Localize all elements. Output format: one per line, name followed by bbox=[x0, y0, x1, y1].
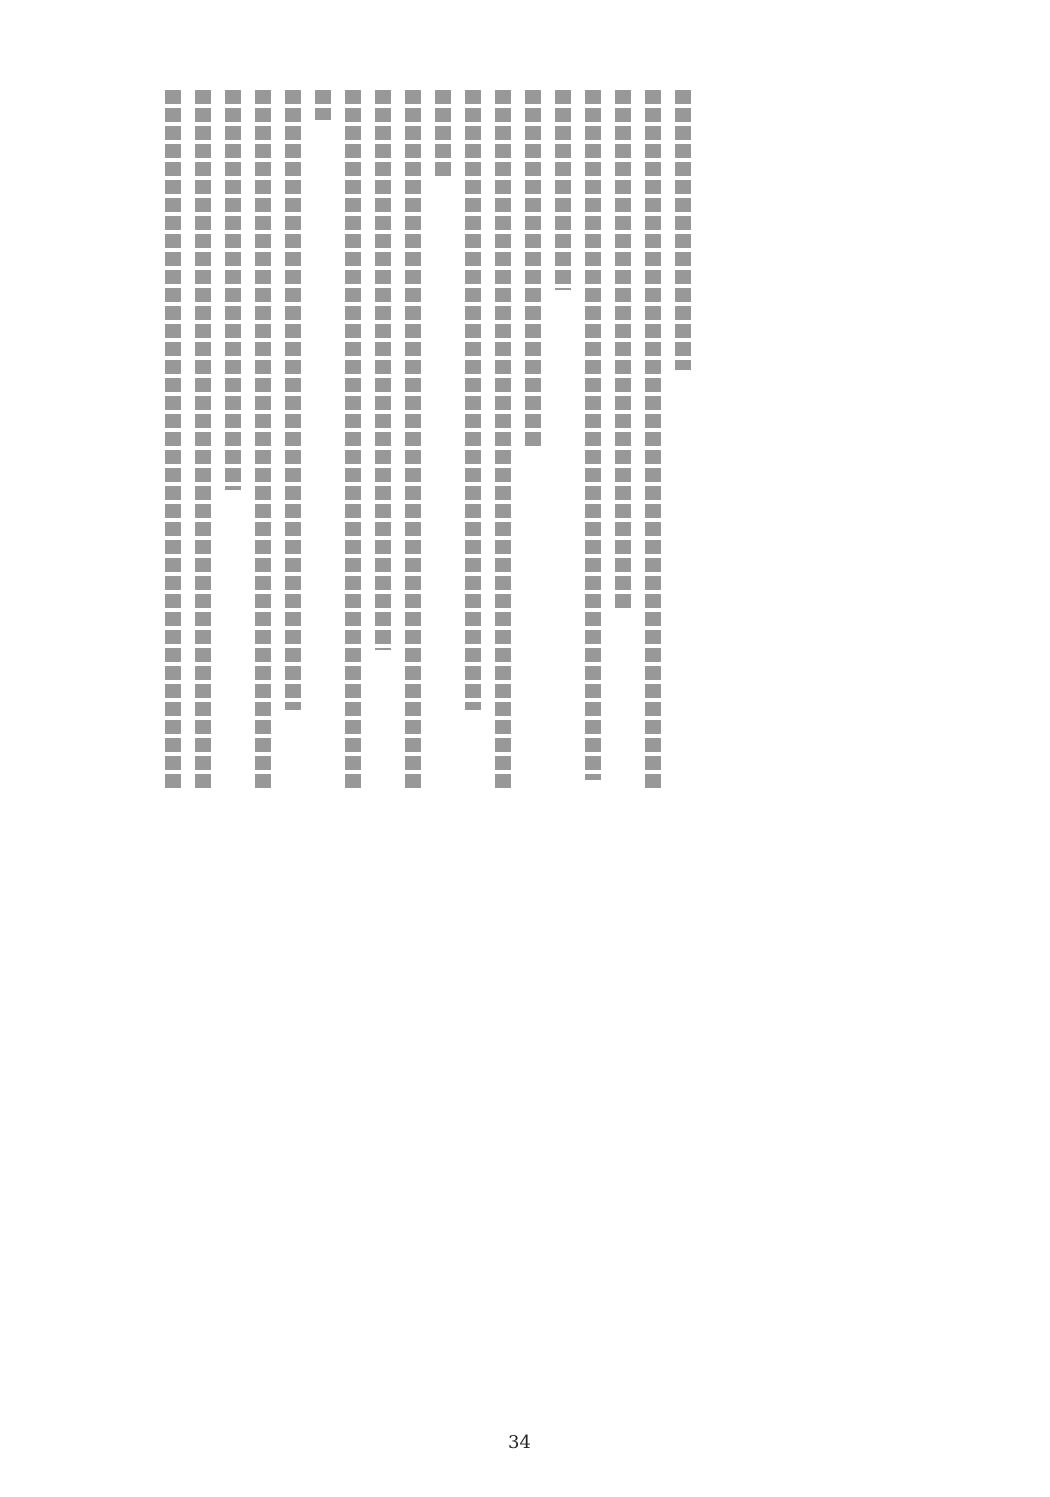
text-column bbox=[315, 90, 331, 120]
text-column bbox=[525, 90, 541, 450]
text-block-top bbox=[165, 90, 691, 810]
text-column bbox=[465, 90, 481, 710]
text-column bbox=[225, 90, 241, 490]
page-number: 34 bbox=[508, 1432, 531, 1453]
text-column bbox=[285, 90, 301, 710]
text-column bbox=[405, 90, 421, 790]
text-column bbox=[375, 90, 391, 650]
text-column bbox=[675, 90, 691, 370]
text-column bbox=[615, 90, 631, 610]
text-column bbox=[435, 90, 451, 180]
text-column bbox=[495, 90, 511, 790]
text-column bbox=[345, 90, 361, 790]
text-column bbox=[255, 90, 271, 790]
text-column bbox=[645, 90, 661, 790]
text-column bbox=[555, 90, 571, 290]
text-column bbox=[585, 90, 601, 780]
text-column bbox=[165, 90, 181, 790]
text-column bbox=[195, 90, 211, 790]
